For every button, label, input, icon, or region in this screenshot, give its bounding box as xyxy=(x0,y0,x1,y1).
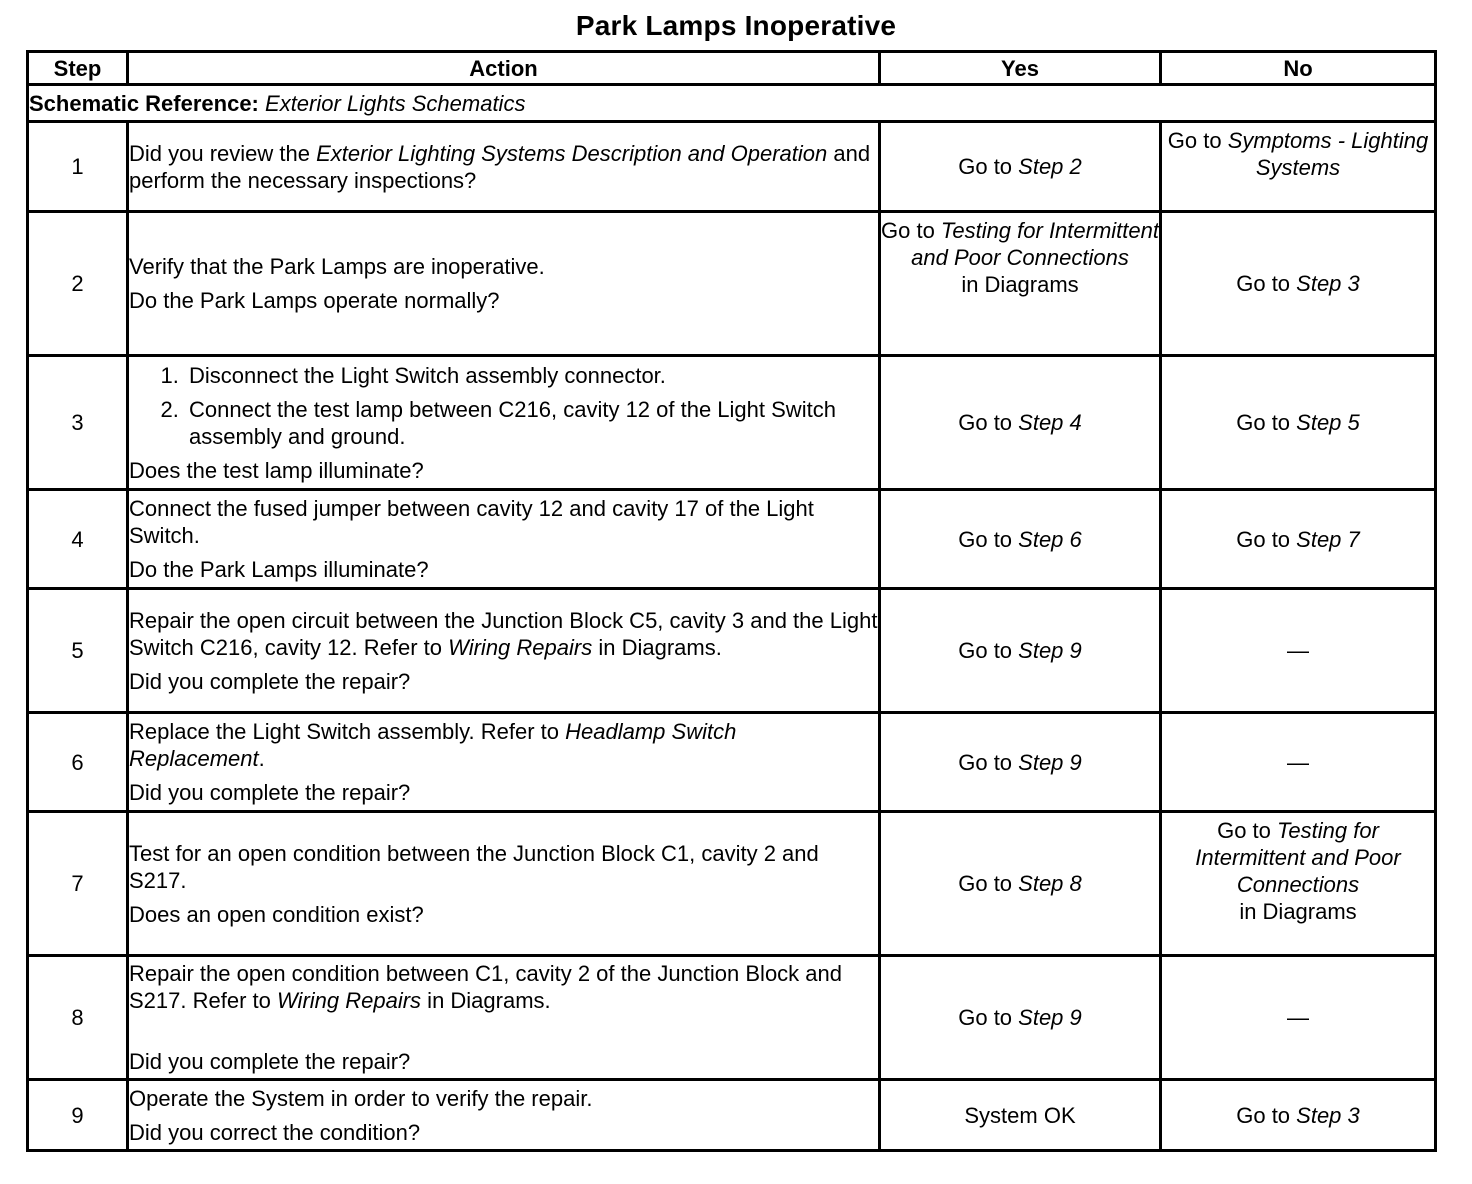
action-question: Does the test lamp illuminate? xyxy=(129,457,424,483)
action-list xyxy=(129,362,878,450)
step-link[interactable]: Step 6 xyxy=(1018,526,1082,552)
yes-cell xyxy=(880,1080,1161,1151)
not-applicable-dash: — xyxy=(1287,638,1309,663)
step-link[interactable]: Step 9 xyxy=(1018,1005,1082,1030)
step-link[interactable]: Step 8 xyxy=(1018,871,1082,896)
not-applicable-dash: — xyxy=(1287,1005,1309,1030)
table-row xyxy=(28,212,1436,356)
yes-cell: Go to Step 9 xyxy=(880,713,1161,812)
action-question: Did you complete the repair? xyxy=(129,1049,411,1074)
step-link[interactable]: Step 3 xyxy=(1296,271,1360,296)
action-text: Connect the fused jumper between cavity 12 and cavity 17 of the Light Switch. xyxy=(129,496,814,548)
step-number: 5 xyxy=(28,589,128,713)
table-row xyxy=(28,490,1436,589)
yes-cell: Go to Step 8 xyxy=(880,812,1161,956)
no-cell xyxy=(1161,713,1436,812)
action-question: Did you correct the condition? xyxy=(129,1119,421,1145)
yes-cell: Go to Step 9 xyxy=(880,956,1161,1080)
no-cell xyxy=(1161,956,1436,1080)
yes-cell: Go to Step 4 xyxy=(880,356,1161,490)
schematic-row xyxy=(28,85,1436,122)
table-row xyxy=(28,713,1436,812)
table-row xyxy=(28,1080,1436,1151)
action-question: Did you complete the repair? xyxy=(129,668,411,694)
page-title: Park Lamps Inoperative xyxy=(575,10,897,41)
step-number: 1 xyxy=(28,122,128,212)
action-cell xyxy=(128,212,880,356)
step-number: 8 xyxy=(28,956,128,1080)
schematic-label: Schematic Reference: xyxy=(29,90,259,116)
schematic-link[interactable]: Exterior Lights Schematics xyxy=(265,90,526,116)
schematic-reference xyxy=(28,85,1436,122)
step-link[interactable]: Step 5 xyxy=(1296,410,1360,435)
system-ok-text: System OK xyxy=(964,1102,1076,1128)
list-item: 1. Disconnect the Light Switch assembly connector. xyxy=(185,362,878,389)
action-text: Operate the System in order to verify the repair. xyxy=(129,1085,593,1111)
step-link[interactable]: Step 9 xyxy=(1018,638,1082,663)
doc-reference[interactable]: Symptoms - Lighting Systems xyxy=(1227,128,1429,180)
yes-cell: Go to Step 6 xyxy=(880,490,1161,589)
action-question: Does an open condition exist? xyxy=(129,901,424,927)
action-text: Test for an open condition between the Junction Block C1, cavity 2 and S217. xyxy=(129,840,819,893)
step-number: 2 xyxy=(28,212,128,356)
no-cell: Go to Step 3 xyxy=(1161,212,1436,356)
action-cell xyxy=(128,589,880,713)
no-cell xyxy=(1161,589,1436,713)
no-cell: Go to Testing for Intermittent and Poor Connections in Diagrams xyxy=(1161,812,1436,956)
header-action: Action xyxy=(128,52,880,85)
step-link[interactable]: Step 4 xyxy=(1018,410,1082,435)
header-yes: Yes xyxy=(880,52,1161,85)
table-row xyxy=(28,356,1436,490)
table-row xyxy=(28,812,1436,956)
step-number: 9 xyxy=(28,1080,128,1151)
step-number: 6 xyxy=(28,713,128,812)
action-text: Repair the open circuit between the Junction Block C5, cavity 3 and the Light Switch C216, cavity 12. Refer to Wiring Repairs in Diagrams. xyxy=(129,607,878,660)
step-link[interactable]: Step 7 xyxy=(1296,526,1360,552)
step-number: 4 xyxy=(28,490,128,589)
doc-reference[interactable]: Exterior Lighting Systems Description and Operation xyxy=(316,140,828,166)
action-question: Do the Park Lamps operate normally? xyxy=(129,288,500,313)
no-cell: Go to Step 7 xyxy=(1161,490,1436,589)
step-number: 3 xyxy=(28,356,128,490)
no-cell: Go to Step 5 xyxy=(1161,356,1436,490)
yes-cell: Go to Step 9 xyxy=(880,589,1161,713)
step-link[interactable]: Step 3 xyxy=(1296,1102,1360,1128)
action-cell xyxy=(128,713,880,812)
no-cell: Go to Symptoms - Lighting Systems xyxy=(1161,122,1436,212)
action-question: Did you complete the repair? xyxy=(129,780,411,805)
diagnostic-table xyxy=(26,50,1437,1152)
not-applicable-dash: — xyxy=(1287,749,1309,775)
yes-cell: Go to Testing for Intermittent and Poor Connections in Diagrams xyxy=(880,212,1161,356)
doc-reference[interactable]: Wiring Repairs xyxy=(448,634,593,660)
doc-reference[interactable]: Wiring Repairs xyxy=(276,988,422,1013)
action-cell xyxy=(128,1080,880,1151)
table-row xyxy=(28,122,1436,212)
action-cell xyxy=(128,356,880,490)
no-cell: Go to Step 3 xyxy=(1161,1080,1436,1151)
action-cell xyxy=(128,812,880,956)
header-no: No xyxy=(1161,52,1436,85)
action-text: Repair the open condition between C1, cavity 2 of the Junction Block and S217. Refer to Wiring Repairs in Diagrams. xyxy=(129,961,843,1013)
step-link[interactable]: Step 2 xyxy=(1018,154,1082,179)
action-text: Verify that the Park Lamps are inoperative. xyxy=(129,254,545,279)
action-cell xyxy=(128,956,880,1080)
header-step: Step xyxy=(28,52,128,85)
step-link[interactable]: Step 9 xyxy=(1018,749,1082,775)
step-number: 7 xyxy=(28,812,128,956)
yes-cell: Go to Step 2 xyxy=(880,122,1161,212)
action-text: Replace the Light Switch assembly. Refer to Headlamp Switch Replacement. xyxy=(129,719,737,771)
action-question: Do the Park Lamps illuminate? xyxy=(129,557,429,582)
header-row xyxy=(28,52,1436,85)
table-row xyxy=(28,589,1436,713)
doc-reference[interactable]: Testing for Intermittent and Poor Connections xyxy=(1195,818,1401,897)
action-cell xyxy=(128,490,880,589)
list-item: 2. Connect the test lamp between C216, cavity 12 of the Light Switch assembly and ground. xyxy=(185,396,878,450)
doc-reference[interactable]: Headlamp Switch Replacement xyxy=(129,719,737,771)
action-cell xyxy=(128,122,880,212)
table-row xyxy=(28,956,1436,1080)
doc-reference[interactable]: Testing for Intermittent and Poor Connections xyxy=(911,218,1159,270)
action-text: Did you review the Exterior Lighting Systems Description and Operation and perform the necessary inspections? xyxy=(129,140,871,193)
